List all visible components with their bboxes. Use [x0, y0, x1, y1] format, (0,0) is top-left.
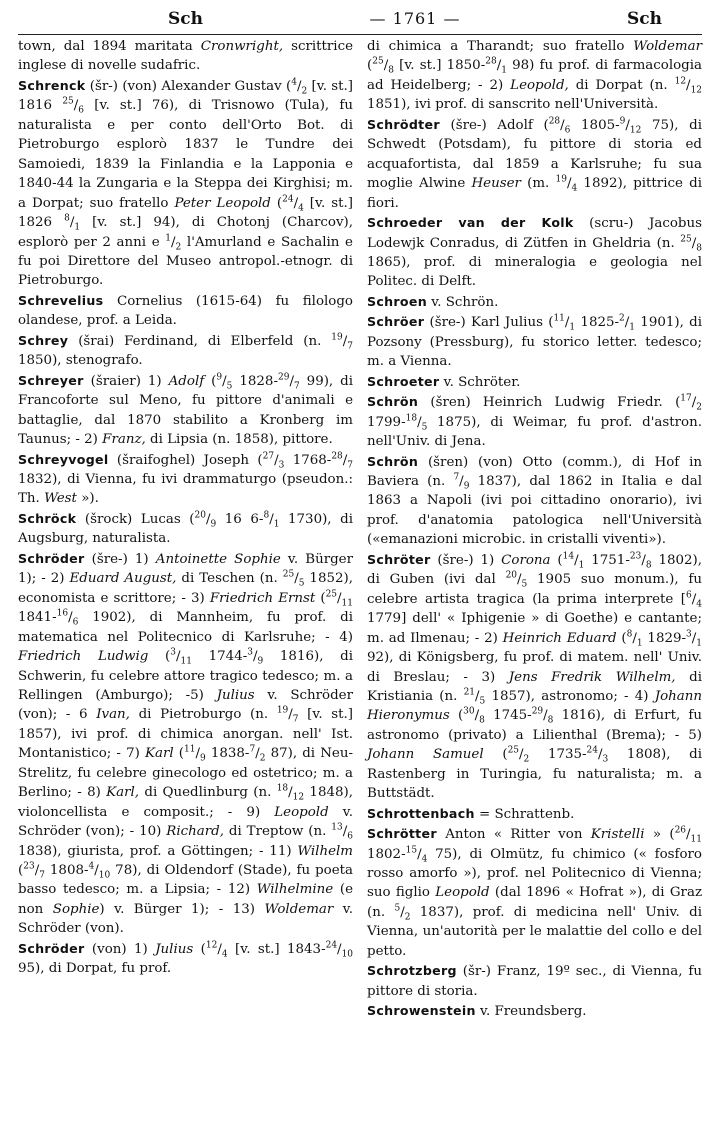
dictionary-entry: Schröer (šre-) Karl Julius ($^{11}/_1$ $1825-^2/_1$ 1901), di Pozsony (Pressburg), fu storico letter. tedesco; m. a Vienna.	[367, 313, 702, 370]
entry-headword: Schrenck	[18, 77, 86, 93]
dictionary-entry: di chimica a Tharandt; suo fratello Woldemar ($^{25}/_8$ [v. st.] $1850-^{28}/_1$ 98) fu prof. di farmacologia ad Heidelberg; - 2) Leopold, di Dorpat (n. $^{12}/_{12}$ 1851), ivi prof. di sanscrito nell'Università.	[367, 39, 703, 113]
entry-headword: Schröder	[18, 550, 85, 566]
header-left-guideword: Sch	[168, 9, 203, 29]
entry-headword: Schreyer	[18, 372, 84, 388]
page-header	[18, 4, 702, 34]
entry-headword: Schrowenstein	[367, 1003, 476, 1019]
entry-headword: Schröder	[18, 940, 85, 956]
entry-headword: Schroen	[367, 293, 427, 309]
entry-headword: Schrevelius	[18, 292, 104, 308]
dictionary-entry: town, dal 1894 maritata Cronwright, scrittrice inglese di novelle sudafric.	[18, 39, 353, 74]
dictionary-entry: Schrön (šren) (von) Otto (comm.), di Hof in Baviera (n. $^7/_9$ 1837), dal 1862 in Italia e dal 1863 a Napoli (ivi poi cittadino onorario), ivi prof. d'anatomia patologica nell'Università («emanazioni microbic. in cristalli viventi»).	[367, 453, 702, 548]
dictionary-entry: Schreyvogel (šraifoghel) Joseph ($^{27}/_3$ $1768-^{28}/_7$ 1832), di Vienna, fu ivi drammaturgo (pseudon.: Th. West »).	[18, 451, 354, 507]
entry-headword: Schrotzberg	[367, 963, 457, 979]
two-column-body	[18, 37, 702, 1022]
dictionary-entry: Schreyer (šraier) 1) Adolf ($^9/_5$ $1828-^{29}/_7$ 99), di Francoforte sul Meno, fu pittore d'animali e battaglie, dal 1870 stabilito a Kronberg im Taunus; - 2) Franz, di Lipsia (n. 1858), pittore.	[18, 372, 354, 448]
header-right-guideword: Sch	[626, 9, 662, 29]
page-number: — 1761 —	[369, 9, 461, 28]
dictionary-entry: Schrevelius Cornelius (1615-64) fu filologo olandese, prof. a Leida.	[18, 292, 353, 329]
entry-headword: Schrön	[367, 394, 419, 410]
header-rule	[18, 34, 702, 35]
entry-headword: Schroeter	[367, 373, 440, 389]
entry-headword: Schrottenbach	[367, 805, 475, 821]
entry-headword: Schröck	[18, 510, 77, 526]
dictionary-entry: Schrötter Anton « Ritter von Kristelli » ($^{26}/_{11}$ $1802-^{15}/_4$ 75), di Olmütz, fu chimico (« fosforo rosso amorfo »), prof. nel Politecnico di Vienna; suo figlio Leopold (dal 1896 « Hofrat »), di Graz (n. $^5/_2$ 1837), prof. di medicina nell' Univ. di Vienna, un'autorità per le malattie del collo e del petto.	[367, 825, 702, 959]
dictionary-entry: Schroeder van der Kolk (scru-) Jacobus Lodewjk Conradus, di Zütfen in Gheldria (n. $^{25}/_8$ 1865), prof. di mineralogia e geologia nel Politec. di Delft.	[367, 215, 702, 290]
dictionary-entry: Schrön (šren) Heinrich Ludwig Friedr. ($^{17}/_2$ $1799-^{18}/_5$ 1875), di Weimar, fu prof. d'astron. nell'Univ. di Jena.	[367, 393, 702, 450]
entry-headword: Schröter	[367, 551, 431, 567]
entry-headword: Schrödter	[367, 116, 440, 132]
dictionary-entry: Schrödter (šre-) Adolf ($^{28}/_6$ $1805-^9/_{12}$ 75), di Schwedt (Potsdam), fu pittore di storia ed acquafortista, dal 1859 a Karlsruhe; fu sua moglie Alwine Heuser (m. $^{19}/_4$ 1892), pittrice di fiori.	[367, 116, 703, 211]
dictionary-entry: Schröter (šre-) 1) Corona ($^{14}/_1$ $1751-^{23}/_8$ 1802), di Guben (ivi dal $^{20}/_5$ 1905 suo monum.), fu celebre artista tragica (la prima interprete [$^6/_4$ 1779] dell' « Iphigenie » di Goethe) e cantante; m. ad Ilmenau; - 2) Heinrich Eduard ($^8/_1$ $1829-^3/_1$ 92), di Königsberg, fu prof. di matem. nell' Univ. di Breslau; - 3) Jens Fredrik Wilhelm, di Kristiania (n. $^{21}/_5$ 1857), astronomo; - 4) Johann Hieronymus ($^{30}/_8$ $1745-^{29}/_8$ 1816), di Erfurt, fu astronomo (privato) a Lilienthal (Brema); - 5) Johann Samuel ($^{25}/_2$ $1735-^{24}/_3$ 1808), di Rastenberg in Turingia, fu naturalista; m. a Buttstädt.	[367, 551, 703, 802]
dictionary-entry: Schrottenbach = Schrattenb.	[367, 805, 575, 822]
dictionary-entry: Schroen v. Schrön.	[367, 293, 499, 310]
entry-headword: Schröer	[367, 314, 425, 330]
entry-headword: Schreyvogel	[18, 451, 109, 467]
dictionary-entry: Schröder (von) 1) Julius ($^{12}/_4$ [v. st.] $1843-^{24}/_{10}$ 95), di Dorpat, fu prof.	[18, 940, 354, 977]
entry-headword: Schrötter	[367, 826, 437, 842]
right-column	[367, 37, 702, 1022]
entry-headword: Schrön	[367, 453, 419, 469]
dictionary-entry: Schrey (šrai) Ferdinand, di Elberfeld (n. $^{19}/_7$ 1850), stenografo.	[18, 332, 353, 369]
dictionary-entry: Schroeter v. Schröter.	[367, 373, 521, 390]
dictionary-entry: Schrotzberg (šr-) Franz, 19º sec., di Vienna, fu pittore di storia.	[367, 963, 702, 999]
dictionary-entry: Schröder (šre-) 1) Antoinette Sophie v. Bürger 1); - 2) Eduard August, di Teschen (n. $^{25}/_5$ 1852), economista e scrittore; - 3) Friedrich Ernst ($^{25}/_{11}$ $1841-^{16}/_6$ 1902), di Mannheim, fu prof. di matematica nel Politecnico di Karlsruhe; - 4) Friedrich Ludwig ($^3/_{11}$ $1744-^3/_9$ 1816), di Schwerin, fu celebre attore tragico tedesco; m. a Rellingen (Amburgo); -5) Julius v. Schröder (von); - 6 Ivan, di Pietroburgo (n. $^{19}/_7$ [v. st.] 1857), ivi prof. di chimica anorgan. nell' Ist. Montanistico; - 7) Karl ($^{11}/_9$ $1838-^7/_2$ 87), di Neu-Strelitz, fu celebre ginecologo ed ostetrico; m. a Berlino; - 8) Karl, di Quedlinburg (n. $^{18}/_{12}$ 1848), violoncellista e composit.; - 9) Leopold v. Schröder (von); - 10) Richard, di Treptow (n. $^{13}/_6$ 1838), giurista, prof. a Göttingen; - 11) Wilhelm ($^{23}/_7$ $1808-^4/_{10}$ 78), di Oldendorf (Stade), fu poeta basso tedesco; m. a Lipsia; - 12) Wilhelmine (e non Sophie) v. Bürger 1); - 13) Woldemar v. Schröder (von).	[18, 550, 354, 937]
left-column	[18, 37, 353, 1022]
dictionary-entry: Schrowenstein v. Freundsberg.	[367, 1003, 587, 1020]
entry-headword: Schrey	[18, 332, 69, 348]
dictionary-entry: Schröck (šrock) Lucas ($^{20}/_9$ 16 $6-^8/_1$ 1730), di Augsburg, naturalista.	[18, 510, 353, 547]
dictionary-entry: Schrenck (šr-) (von) Alexander Gustav ($^4/_2$ [v. st.] 1816 $^{25}/_6$ [v. st.] 76), di Trisnowo (Tula), fu naturalista e per conto dell'Orto Bot. di Pietroburgo esplorò 1837 le Tundre dei Samoiedi, 1839 la Finlandia e la Lapponia e 1840-44 la Zungaria e la Steppa dei Kirghisi; m. a Dorpat; suo fratello Peter Leopold ($^{24}/_4$ [v. st.] 1826 $^8/_1$ [v. st.] 94), di Chotonj (Charcov), esplorò per 2 anni e $^1/_2$ l'Amurland e Sachalin e fu poi Direttore del Museo antropol.-etnogr. di Pietroburgo.	[18, 77, 353, 289]
entry-headword: Schroeder van der Kolk	[367, 215, 574, 231]
